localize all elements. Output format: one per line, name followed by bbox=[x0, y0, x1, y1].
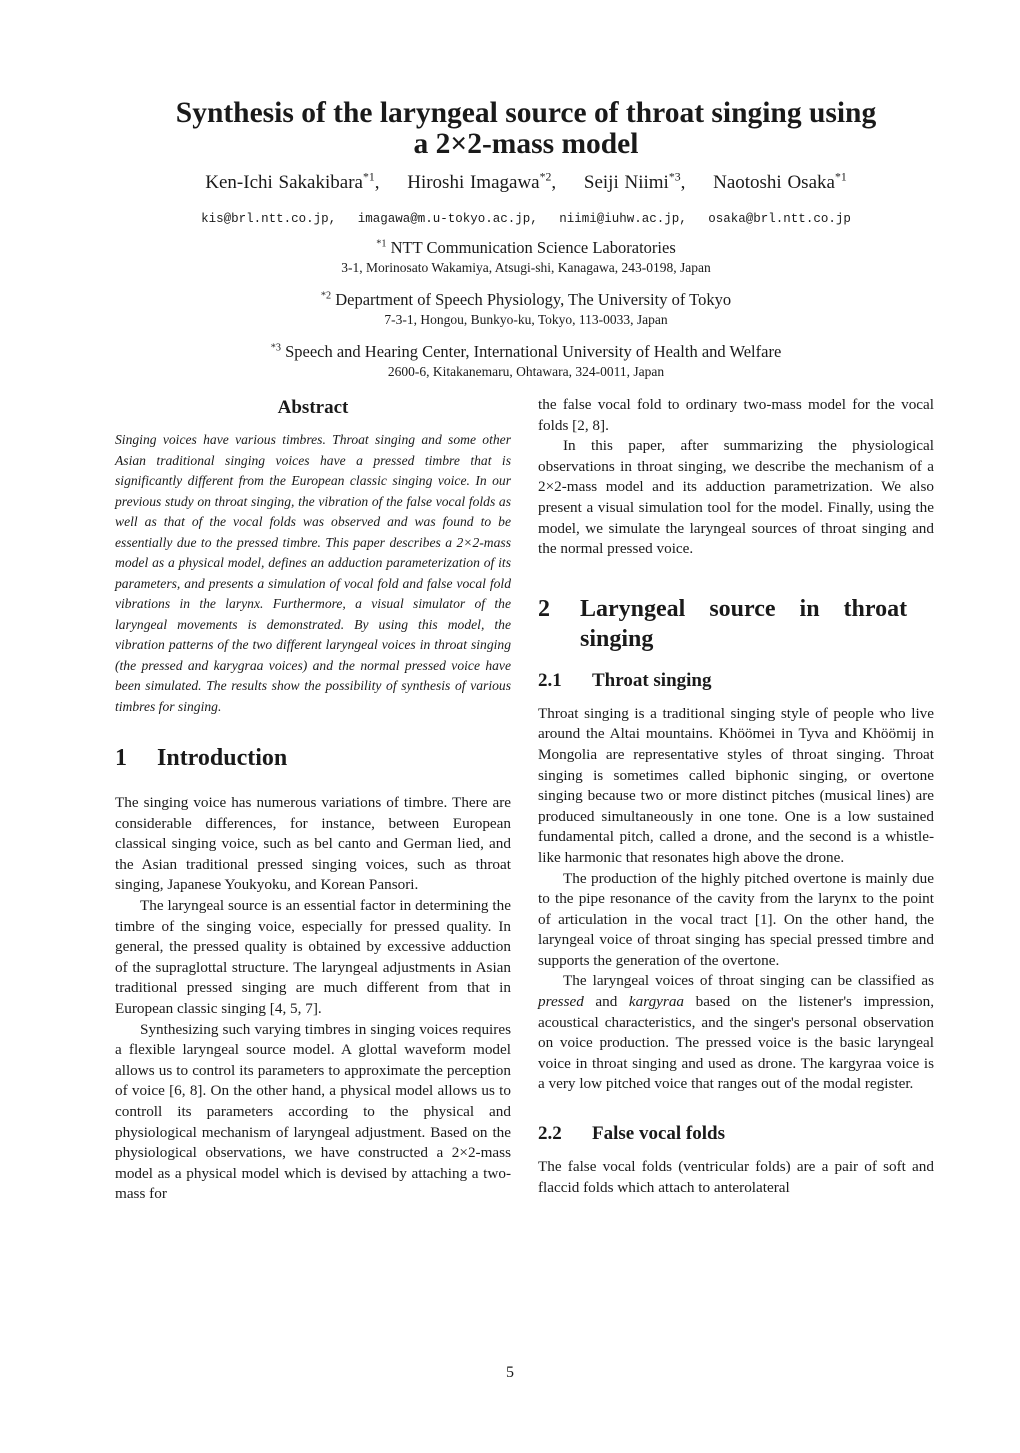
paragraph: The false vocal folds (ventricular folds) are a pair of soft and flaccid folds which attach to anterolateral bbox=[538, 1158, 934, 1196]
author-emails bbox=[60, 210, 992, 228]
author: Hiroshi Imagawa$^{*2}$, bbox=[407, 170, 557, 193]
paragraph: Synthesizing such varying timbres in singing voices requires a flexible laryngeal source model. A glottal waveform model allows us to control its parameters to approximate the perception of voice [6, 8]. On the other hand, a physical model allows us to controll its parameters according to the physical and physiological mechanism of laryngeal adjustment. Based on the physiological observations, we have constructed a 2×2-mass model as a physical model which is devised by attaching a two-mass for bbox=[115, 1020, 511, 1203]
email: osaka@brl.ntt.co.jp bbox=[708, 212, 851, 226]
author: Seiji Niimi$^{*3}$, bbox=[583, 170, 686, 193]
right-column bbox=[538, 395, 934, 1385]
paragraph: The laryngeal voices of throat singing can be classified as pressed and kargyraa based on the listener's impression, acoustical characteristics, and the singer's personal observation on voice production. The pressed voice is the basic laryngeal voice in throat singing and used as drone. The kargyraa voice is a very low pitched voice that ranges out of the modal register. bbox=[538, 972, 934, 1093]
author-list bbox=[60, 171, 992, 195]
paragraph: The singing voice has numerous variations of timbre. There are considerable differences, for instance, between European classical singing voice, such as bel canto and German lied, and the Asian traditional pressed singing voices, such as throat singing, Japanese Youkyoku, and Korean Pansori. bbox=[115, 794, 511, 894]
subsection-heading: 2.1 Throat singing bbox=[538, 669, 712, 691]
author: Ken-Ichi Sakakibara$^{*1}$, bbox=[205, 170, 380, 193]
paragraph: The production of the highly pitched overtone is mainly due to the pipe resonance of the cavity from the larynx to the point of articulation in the vocal tract [1]. On the other hand, the laryngeal voice of throat singing has special pressed timbre and supports the generation of the overtone. bbox=[538, 869, 934, 969]
abstract-text: Singing voices have various timbres. Throat singing and some other Asian traditional singing voices have a pressed timbre that is significantly different from the European classic singing voice. In our previous study on throat singing, the vibration of the false vocal folds as well as that of the vocal folds was observed and was found to be essentially due to the pressed timbre. This paper describes a 2×2-mass model as a physical model, defines an adduction parameterization of its parameters, and presents a simulation of vocal fold and false vocal fold vibrations in the larynx. Furthermore, a visual simulator of the laryngeal movements is demonstrated. By using this model, the vibration patterns of the two different laryngeal voices in throat singing (the pressed and karygraa voices) and the normal pressed voice have been simulated. The results show the possibility of synthesis of various timbres for singing. bbox=[115, 432, 511, 714]
author: Naotoshi Osaka$^{*1}$ bbox=[713, 170, 847, 193]
email: kis@brl.ntt.co.jp, bbox=[201, 212, 337, 226]
paper-title bbox=[60, 98, 992, 160]
page-number: 5 bbox=[506, 1364, 514, 1381]
affiliation: $^{*1}$ NTT Communication Science Laboratories 3-1, Morinosato Wakamiya, Atsugi-shi, Kanagawa, 243-0198, Japan bbox=[341, 238, 711, 275]
left-column bbox=[115, 395, 511, 1385]
affiliation: $^{*3}$ Speech and Hearing Center, International University of Health and Welfare 2600-6, Kitakanemaru, Ohtawara, 324-0011, Japan bbox=[270, 342, 782, 379]
affiliation: $^{*2}$ Department of Speech Physiology, The University of Tokyo 7-3-1, Hongou, Bunkyo-ku, Tokyo, 113-0033, Japan bbox=[320, 290, 732, 327]
title-line-2: a 2×2-mass model bbox=[413, 128, 639, 160]
section-heading: 1 Introduction bbox=[115, 745, 288, 771]
paragraph: In this paper, after summarizing the physiological observations in throat singing, we describe the mechanism of a 2×2-mass model and its adduction parametrization. We also present a visual simulation tool for the model. Finally, using the model, we simulate the laryngeal sources of throat singing and the normal pressed voice. bbox=[538, 437, 934, 558]
subsection-heading: 2.2 False vocal folds bbox=[538, 1123, 725, 1145]
abstract-heading: Abstract bbox=[277, 397, 349, 418]
section-heading: 2 Laryngeal source in throat singing bbox=[538, 595, 908, 652]
paragraph: The laryngeal source is an essential factor in determining the timbre of the singing voice, especially for pressed quality. In general, the pressed quality is obtained by excessive adduction of the supraglottal structure. The laryngeal adjustments in Asian traditional pressed singing are much different from that in European classic singing [4, 5, 7]. bbox=[115, 896, 511, 1017]
paragraph: Throat singing is a traditional singing style of people who live around the Altai mountains. Khöömei in Tyva and Khöömij in Mongolia are representative styles of throat singing. Throat singing is sometimes called biphonic singing, or overtone singing because two or more distinct pitches (musical lines) are produced simultaneously in one tone. One is a low sustained fundamental pitch, called a drone, and the second is a whistle-like harmonic that resonates high above the drone. bbox=[538, 704, 934, 866]
email: niimi@iuhw.ac.jp, bbox=[559, 212, 687, 226]
email: imagawa@m.u-tokyo.ac.jp, bbox=[357, 212, 538, 226]
paragraph: the false vocal fold to ordinary two-mass model for the vocal folds [2, 8]. bbox=[538, 396, 934, 434]
title-line-1: Synthesis of the laryngeal source of throat singing using bbox=[175, 97, 877, 129]
